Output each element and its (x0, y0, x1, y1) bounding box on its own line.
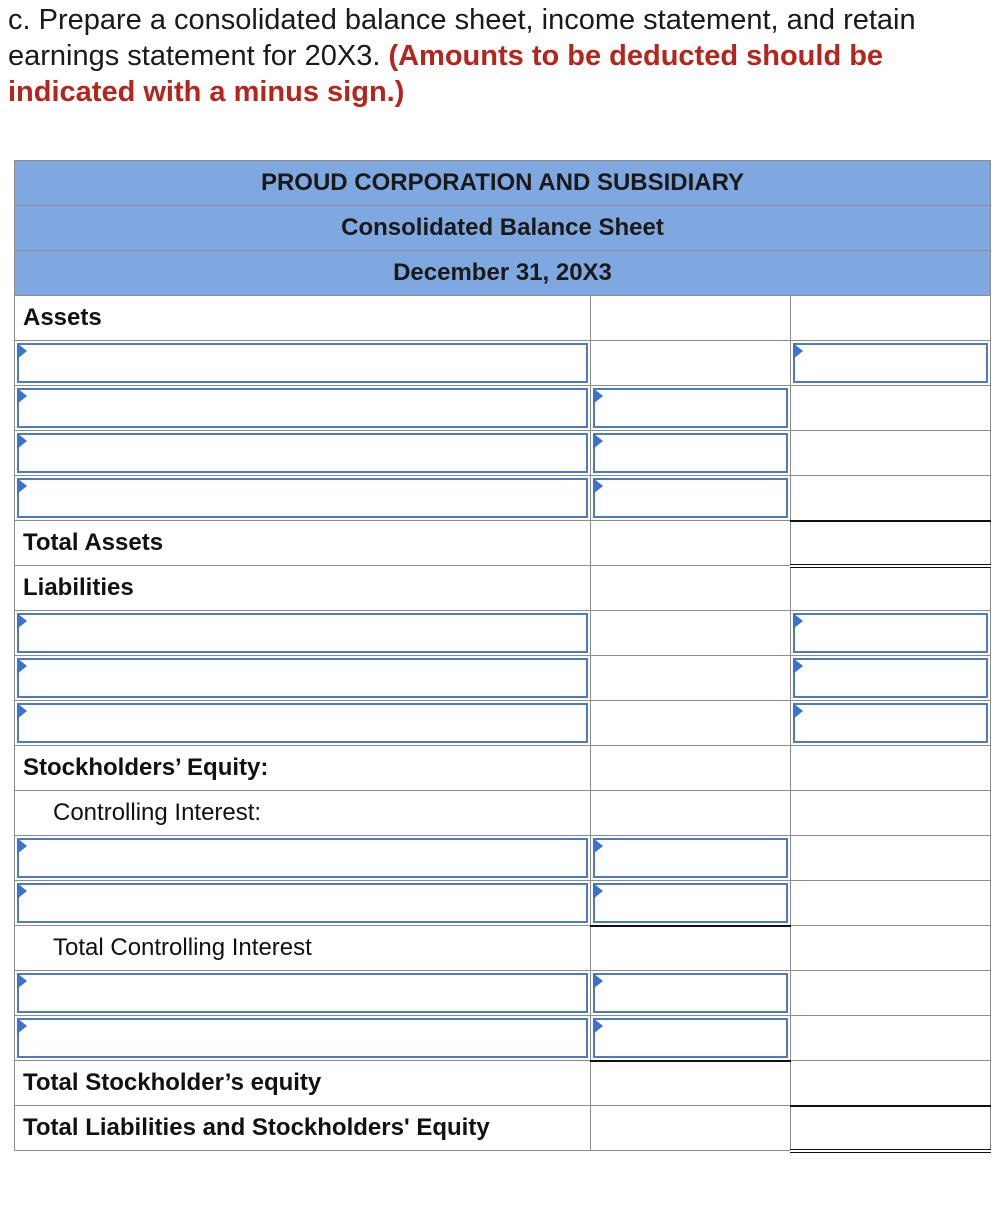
liability-3-amount-cell (791, 701, 991, 746)
asset-1-account-input[interactable] (19, 345, 586, 381)
equity-2-account-cell (15, 1016, 591, 1061)
asset-4-amount-cell (591, 476, 791, 521)
dropdown-box (17, 1018, 588, 1058)
empty-cell (591, 746, 791, 791)
liabilities-heading-row (15, 566, 991, 611)
input-box (793, 703, 988, 743)
asset-4-account-input[interactable] (19, 480, 586, 516)
controlling-2-account-input[interactable] (19, 885, 586, 921)
equity-row-2 (15, 1016, 991, 1061)
assets-label: Assets (15, 296, 591, 341)
equity-1-account-input[interactable] (19, 975, 586, 1011)
liability-2-amount-input[interactable] (795, 660, 986, 696)
liability-2-amount-cell (791, 656, 991, 701)
asset-row-1 (15, 341, 991, 386)
liability-1-account-cell (15, 611, 591, 656)
controlling-1-account-cell (15, 836, 591, 881)
empty-cell (591, 566, 791, 611)
dropdown-box (17, 613, 588, 653)
input-box (593, 973, 788, 1013)
empty-cell (591, 1106, 791, 1151)
header-row-date (15, 251, 991, 296)
equity-1-account-cell (15, 971, 591, 1016)
input-box (593, 838, 788, 878)
company-name: PROUD CORPORATION AND SUBSIDIARY (15, 161, 991, 206)
asset-3-amount-cell (591, 431, 791, 476)
input-box (593, 883, 788, 923)
statement-title: Consolidated Balance Sheet (15, 206, 991, 251)
controlling-1-amount-input[interactable] (595, 840, 786, 876)
dropdown-box (17, 658, 588, 698)
total-stockholders-equity-row (15, 1061, 991, 1106)
asset-row-4 (15, 476, 991, 521)
assets-heading-row (15, 296, 991, 341)
total-assets-row (15, 521, 991, 566)
controlling-interest-heading-row (15, 791, 991, 836)
header-row-company (15, 161, 991, 206)
liability-3-account-cell (15, 701, 591, 746)
empty-cell (591, 656, 791, 701)
header-row-title (15, 206, 991, 251)
equity-2-amount-cell (591, 1016, 791, 1061)
asset-row-2 (15, 386, 991, 431)
input-box (793, 658, 988, 698)
empty-cell (791, 791, 991, 836)
equity-1-amount-input[interactable] (595, 975, 786, 1011)
empty-cell (791, 476, 991, 521)
asset-1-amount-input[interactable] (795, 345, 986, 381)
controlling-interest-label: Controlling Interest: (15, 791, 591, 836)
controlling-1-amount-cell (591, 836, 791, 881)
liability-1-account-input[interactable] (19, 615, 586, 651)
liability-2-account-cell (15, 656, 591, 701)
balance-sheet-table (14, 160, 991, 1153)
asset-3-amount-input[interactable] (595, 435, 786, 471)
empty-cell (791, 296, 991, 341)
asset-2-amount-input[interactable] (595, 390, 786, 426)
empty-cell (791, 926, 991, 971)
asset-3-account-input[interactable] (19, 435, 586, 471)
input-box (593, 1018, 788, 1058)
input-box (593, 388, 788, 428)
empty-cell (591, 341, 791, 386)
asset-2-amount-cell (591, 386, 791, 431)
dropdown-box (17, 388, 588, 428)
total-liabilities-equity-row (15, 1106, 991, 1151)
dropdown-box (17, 433, 588, 473)
total-stockholders-equity-label: Total Stockholder’s equity (15, 1061, 591, 1106)
stockholders-equity-label: Stockholders’ Equity: (15, 746, 591, 791)
empty-cell (791, 836, 991, 881)
asset-4-account-cell (15, 476, 591, 521)
equity-heading-row (15, 746, 991, 791)
liabilities-label: Liabilities (15, 566, 591, 611)
input-box (793, 613, 988, 653)
empty-cell (591, 521, 791, 566)
total-liabilities-equity-amount (791, 1106, 991, 1151)
empty-cell (591, 611, 791, 656)
equity-2-amount-input[interactable] (595, 1020, 786, 1056)
dropdown-box (17, 883, 588, 923)
total-stockholders-equity-amount (791, 1061, 991, 1106)
asset-1-account-cell (15, 341, 591, 386)
input-box (593, 433, 788, 473)
liability-1-amount-input[interactable] (795, 615, 986, 651)
empty-cell (791, 746, 991, 791)
empty-cell (591, 296, 791, 341)
equity-2-account-input[interactable] (19, 1020, 586, 1056)
total-controlling-interest-row (15, 926, 991, 971)
liability-row-2 (15, 656, 991, 701)
liability-row-3 (15, 701, 991, 746)
dropdown-box (17, 838, 588, 878)
liability-2-account-input[interactable] (19, 660, 586, 696)
dropdown-box (17, 703, 588, 743)
total-controlling-interest-amount (591, 926, 791, 971)
total-assets-label: Total Assets (15, 521, 591, 566)
empty-cell (791, 971, 991, 1016)
controlling-2-amount-input[interactable] (595, 885, 786, 921)
input-box (593, 478, 788, 518)
total-controlling-interest-label: Total Controlling Interest (15, 926, 591, 971)
asset-2-account-cell (15, 386, 591, 431)
total-liabilities-equity-label: Total Liabilities and Stockholders' Equity (15, 1106, 591, 1151)
instructions (8, 2, 988, 110)
controlling-2-account-cell (15, 881, 591, 926)
empty-cell (791, 881, 991, 926)
empty-cell (791, 566, 991, 611)
liability-3-amount-input[interactable] (795, 705, 986, 741)
controlling-2-amount-cell (591, 881, 791, 926)
asset-row-3 (15, 431, 991, 476)
instructions-emphasis: (Amounts to be deducted should be indicated with a minus sign.) (8, 40, 884, 108)
controlling-1-account-input[interactable] (19, 840, 586, 876)
equity-row-1 (15, 971, 991, 1016)
empty-cell (791, 431, 991, 476)
dropdown-box (17, 343, 588, 383)
liability-1-amount-cell (791, 611, 991, 656)
total-assets-amount (791, 521, 991, 566)
liability-3-account-input[interactable] (19, 705, 586, 741)
dropdown-box (17, 973, 588, 1013)
controlling-row-1 (15, 836, 991, 881)
equity-1-amount-cell (591, 971, 791, 1016)
dropdown-box (17, 478, 588, 518)
empty-cell (591, 1061, 791, 1106)
asset-3-account-cell (15, 431, 591, 476)
asset-1-amount-cell (791, 341, 991, 386)
liability-row-1 (15, 611, 991, 656)
input-box (793, 343, 988, 383)
empty-cell (791, 386, 991, 431)
instructions-text: c. Prepare a consolidated balance sheet, income statement, and retain earnings statement for 20X3. (8, 4, 916, 72)
asset-2-account-input[interactable] (19, 390, 586, 426)
controlling-row-2 (15, 881, 991, 926)
empty-cell (591, 791, 791, 836)
empty-cell (591, 701, 791, 746)
statement-date: December 31, 20X3 (15, 251, 991, 296)
asset-4-amount-input[interactable] (595, 480, 786, 516)
empty-cell (791, 1016, 991, 1061)
